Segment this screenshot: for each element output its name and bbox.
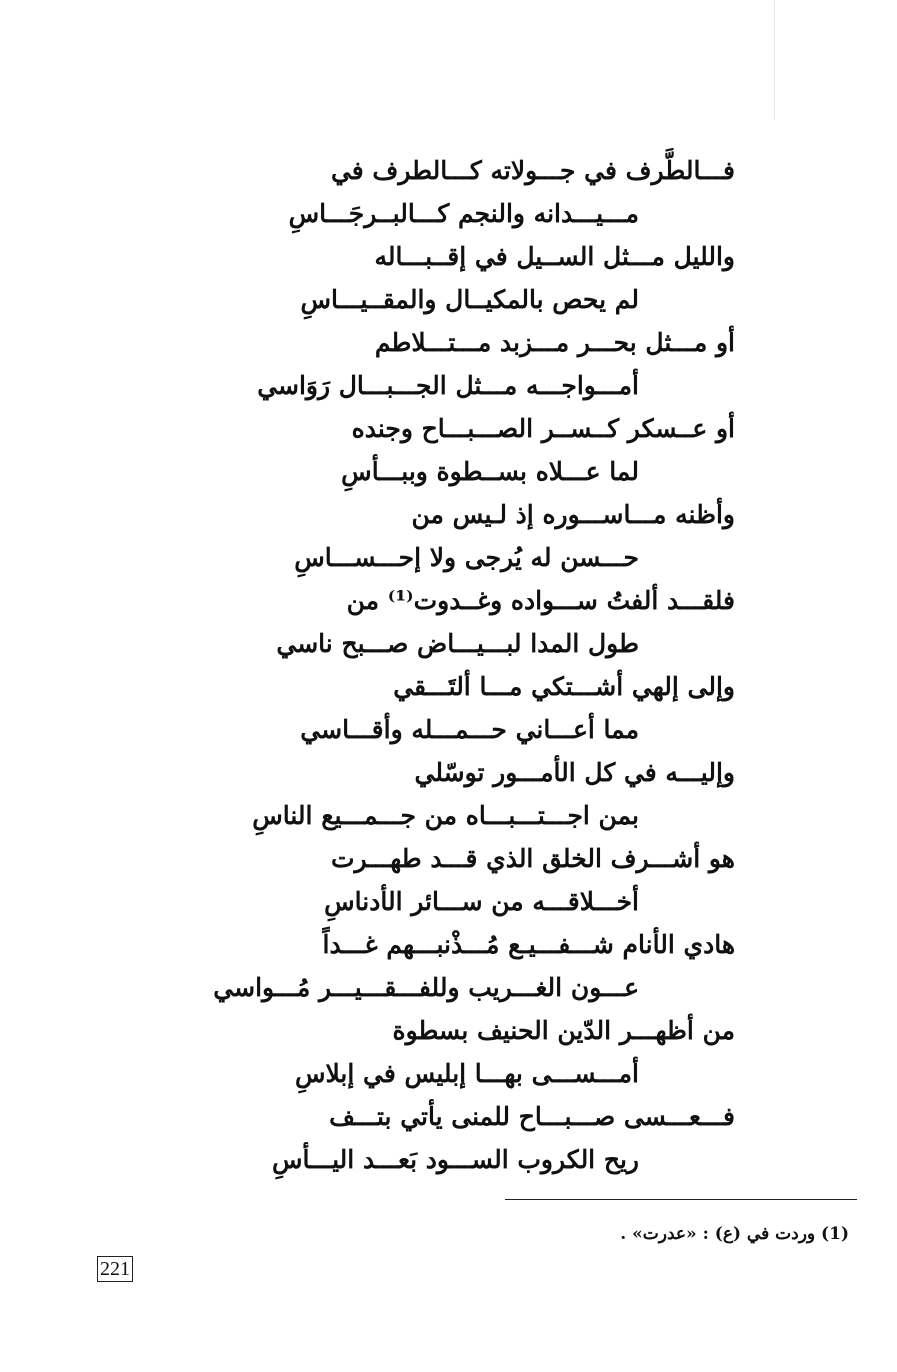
page-number: 221 — [97, 1256, 133, 1282]
verse-line: ريح الكروب الســـود بَعـــد اليـــأسِ — [272, 1145, 639, 1174]
verse-line: لم يحص بالمكيــال والمقــيـــاسِ — [300, 285, 639, 314]
verse-line: والليل مـــثل الســيل في إقــبـــاله — [374, 242, 735, 271]
verse-line: بمن اجـــتـــبـــاه من جـــمـــيع الناسِ — [252, 801, 639, 830]
verse-line: عـــون الغـــريب وللفـــقـــيـــر مُـــواسي — [213, 973, 639, 1002]
verse-line: فـــعـــسى صـــبـــاح للمنى يأتي بتـــف — [329, 1102, 735, 1131]
verse-line: وإليـــه في كل الأمـــور توسّلي — [414, 758, 735, 787]
verse-line: أو مـــثل بحـــر مـــزبد مـــتـــلاطم — [374, 328, 735, 357]
verse-line: مما أعـــاني حـــمـــله وأقـــاسي — [300, 715, 639, 744]
verse-line: وأظنه مـــاســـوره إذ لـيس من — [411, 500, 735, 529]
verse-line: من أظهـــر الدّين الحنيف بسطوة — [392, 1016, 735, 1045]
verse-line: أمـــواجـــه مـــثل الجـــبـــال رَوَاسي — [257, 371, 639, 400]
footnote-separator — [505, 1199, 857, 1200]
verse-line: أو عــسكر كــســر الصـــبـــاح وجنده — [351, 414, 735, 443]
verse-line: هادي الأنام شـــفـــيـع مُـــذْنبـــهم غـــداً — [322, 930, 735, 959]
page-fold-shadow — [774, 0, 775, 120]
verse-line: وإلى إلهي أشـــتكي مـــا ألتَـــقي — [393, 672, 735, 701]
verse-line: لما عـــلاه بســطوة وببـــأسِ — [341, 457, 639, 486]
verse-line: أمـــســـى بهـــا إبليس في إبلاسِ — [294, 1059, 639, 1088]
verse-line: هو أشـــرف الخلق الذي قـــد طهـــرت — [330, 844, 735, 873]
verse-line: مـــيـــدانه والنجم كـــالبــرجَـــاسِ — [288, 199, 639, 228]
footnote: (1) وردت في (ع) : «عدرت» . — [620, 1224, 849, 1244]
verse-line: حـــسن له يُرجى ولا إحـــســـاسِ — [294, 543, 639, 572]
verse-line: فلقـــد ألفتُ ســـواده وغــدوت⁽¹⁾ من — [346, 586, 735, 615]
verse-line: أخـــلاقـــه من ســـائر الأدناسِ — [324, 887, 639, 916]
verse-line: طول المدا لبـــيـــاض صـــبح ناسي — [276, 629, 639, 658]
verse-line: فـــالطَّرف في جـــولاته كـــالطرف في — [330, 156, 735, 185]
